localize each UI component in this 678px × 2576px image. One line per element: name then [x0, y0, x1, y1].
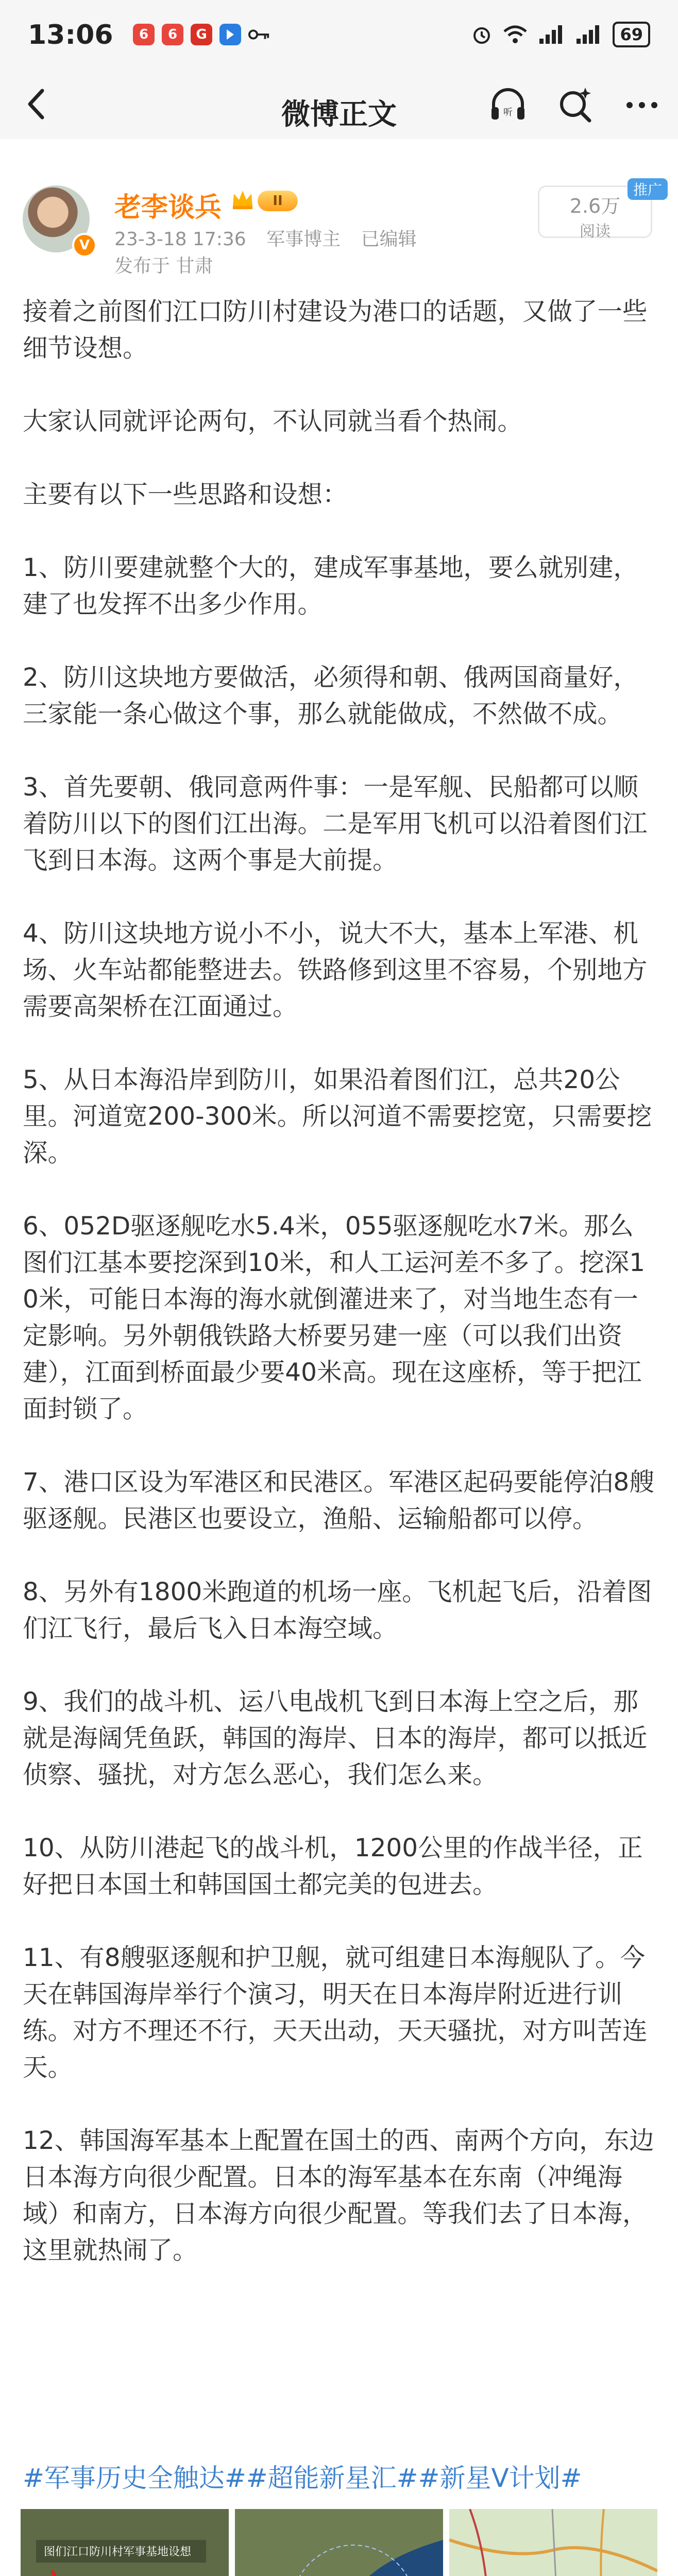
- post-paragraph: 2、防川这块地方要做活，必须得和朝、俄两国商量好，三家能一条心做这个事，那么就能做成，不然做不成。: [23, 663, 638, 728]
- road-map-image: [449, 2509, 657, 2576]
- image-caption: 图们江口防川村军事基地设想: [44, 2546, 192, 2558]
- post-paragraph: 1、防川要建就整个大的，建成军事基地，要么就别建，建了也发挥不出多少作用。: [23, 553, 638, 619]
- wifi-icon: [502, 24, 528, 45]
- nav-actions: [486, 83, 664, 127]
- battery-indicator: 69: [613, 22, 650, 47]
- post-location: 发布于 甘肃: [114, 256, 213, 277]
- edited-label[interactable]: 已编辑: [361, 229, 417, 250]
- post-body: [23, 294, 655, 2269]
- crown-icon: [231, 189, 255, 210]
- satellite-map-image: [21, 2509, 229, 2576]
- status-right: [471, 22, 650, 47]
- more-button[interactable]: [620, 83, 664, 127]
- post-paragraph: 4、防川这块地方说小不小，说大不大，基本上军港、机场、火车站都能整进去。铁路修到这里不容易，个别地方需要高架桥在江面通过。: [23, 919, 648, 1021]
- topic-tags[interactable]: #军事历史全触达##超能新星汇##新星V计划#: [23, 2463, 582, 2493]
- author-role: 军事博主: [266, 229, 341, 250]
- ai-search-button[interactable]: [553, 83, 597, 127]
- more-dots-icon: [620, 83, 664, 127]
- app-notification-icon: 6: [162, 24, 183, 45]
- post-paragraph: 5、从日本海沿岸到防川，如果沿着图们江，总共20公里。河道宽200-300米。所以河道不需要挖宽，只需要挖深。: [23, 1065, 652, 1167]
- sparkle-search-icon: [553, 83, 597, 127]
- post-paragraph: 大家认同就评论两句，不认同就当看个热闹。: [23, 407, 523, 436]
- post-paragraph: 10、从防川港起飞的战斗机，1200公里的作战半径，正好把日本国土和韩国国土都完美的包进去。: [23, 1834, 643, 1899]
- read-count: 2.6万: [569, 195, 621, 217]
- post-paragraph: 3、首先要朝、俄同意两件事：一是军舰、民船都可以顺着防川以下的图们江出海。二是军用飞机可以沿着图们江飞到日本海。这两个事是大前提。: [23, 773, 648, 875]
- post-image[interactable]: [235, 2509, 443, 2576]
- app-notification-icon: G: [191, 24, 212, 45]
- status-time: 13:06: [28, 20, 113, 50]
- alarm-icon: [471, 24, 492, 45]
- page-title: 微博正文: [281, 98, 397, 131]
- nav-bar: [0, 72, 678, 139]
- read-label: 阅读: [580, 223, 611, 241]
- post-paragraph: 11、有8艘驱逐舰和护卫舰，就可组建日本海舰队了。今天在韩国海岸举行个演习，明天在日本海岸附近进行训练。对方不理还不行，天天出动，天天骚扰，对方叫苦连天。: [23, 1943, 648, 2082]
- sea-map-image: [235, 2509, 443, 2576]
- status-bar: [0, 0, 678, 72]
- signal-icon: [575, 24, 602, 45]
- svg-text:听: 听: [503, 107, 513, 118]
- post-paragraph: 6、052D驱逐舰吃水5.4米，055驱逐舰吃水7米。那么图们江基本要挖深到10米，和人工运河差不多了。挖深10米，可能日本海的海水就倒灌进来了，对当地生态有一定影响。另外朝俄铁路大桥要另建一座（可以我们出资建），江面到桥面最少要40米高。现在这座桥，等于把江面封锁了。: [23, 1212, 646, 1423]
- post-paragraph: 12、韩国海军基本上配置在国土的西、南两个方向，东边日本海方向很少配置。日本的海军基本在东南（冲绳海域）和南方，日本海方向很少配置。等我们去了日本海，这里就热闹了。: [23, 2126, 654, 2265]
- verified-badge-icon: V: [72, 233, 97, 258]
- post-paragraph: 7、港口区设为军港区和民港区。军港区起码要能停泊8艘驱逐舰。民港区也要设立，渔船、运输船都可以停。: [23, 1468, 654, 1533]
- app-notification-icon: [219, 24, 241, 45]
- listen-button[interactable]: [486, 83, 530, 127]
- promo-badge[interactable]: 推广: [628, 178, 668, 200]
- post-time: 23-3-18 17:36: [114, 229, 246, 250]
- status-app-icons: [133, 24, 270, 45]
- author-name[interactable]: 老李谈兵: [114, 192, 222, 223]
- headphones-icon: [486, 83, 530, 127]
- key-icon: [248, 24, 270, 45]
- post-paragraph: 主要有以下一些思路和设想：: [23, 480, 348, 509]
- author-header: [0, 139, 678, 277]
- signal-icon: [538, 24, 565, 45]
- app-notification-icon: 6: [133, 24, 155, 45]
- post-paragraph: 8、另外有1800米跑道的机场一座。飞机起飞后，沿着图们江飞行，最后飞入日本海空域。: [23, 1578, 652, 1643]
- post-paragraph: 接着之前图们江口防川村建设为港口的话题，又做了一些细节设想。: [23, 297, 648, 363]
- post-paragraph: 9、我们的战斗机、运八电战机飞到日本海上空之后，那就是海阔凭鱼跃，韩国的海岸、日本的海岸，都可以抵近侦察、骚扰，对方怎么恶心，我们怎么来。: [23, 1687, 648, 1789]
- level-badge: II: [258, 191, 298, 211]
- post-image[interactable]: [21, 2509, 229, 2576]
- post-image[interactable]: [449, 2509, 657, 2576]
- post-meta: [114, 225, 431, 251]
